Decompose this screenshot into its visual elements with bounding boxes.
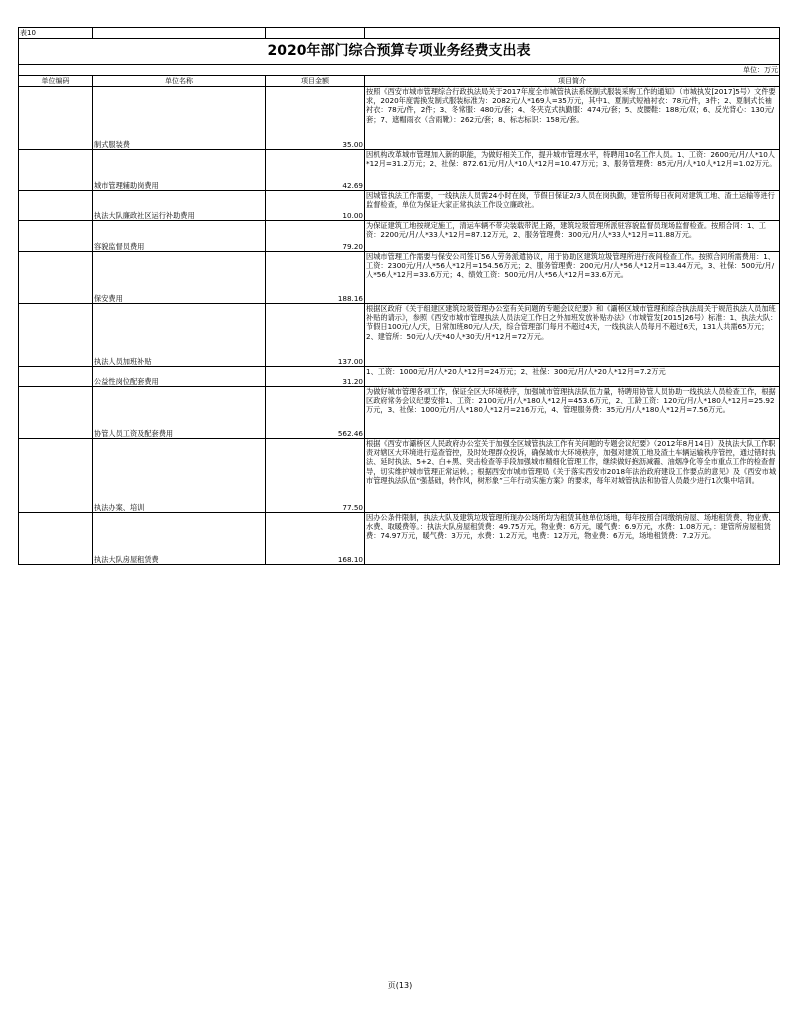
item-amount-cell: 562.46 — [266, 387, 365, 439]
item-desc-cell: 为保证建筑工地按规定施工，清运车辆不带尖装载带泥上路，建筑垃圾管理所派驻容貌监督员现场监督检查。按照合同：1、工资：2200元/月/人*33人*12月=87.12万元，2、服务管理费：300元/月/人*33人*12月=11.88万元。 — [365, 221, 780, 252]
item-name-cell: 公益性岗位配套费用 — [93, 367, 266, 387]
item-desc-cell: 根据区政府《关于组建区建筑垃圾管理办公室有关问题的专题会议纪要》和《灞桥区城市管理和综合执法局关于规范执法人员加班补贴的请示》，参照《西安市城市管理执法人员法定工作日之外加班发放补贴办法》（市城管发[2015]26号）标准：1、执法大队：节假日100元/人/天，日常加班80元/人/天，综合管理部门每月不超过4天，一线执法人员每月不超过6天，131人共需65万元；2、建管所：50元/人/天*40人*30天/月*12月=72万元。 — [365, 304, 780, 367]
unit-code-cell — [19, 87, 93, 150]
unit-code-cell — [19, 387, 93, 439]
item-desc-cell: 按照《西安市城市管理综合行政执法局关于2017年度全市城管执法系统制式服装采购工作的通知》（市城执发[2017]5号）文件要求，2020年度需换发制式服装标准为：2082元/人*169人=35万元，其中1、夏制式短袖衬衣：78元/件，3件；2、夏制式长袖衬衣：78元/件，2件；3、冬常服：480元/套；4、冬夹克式执勤服：474元/套；5、皮腰鞋：188元/双；6、反光背心：130元/套；7、遮帽雨衣（含雨靴）：262元/套；8、标志标识：158元/套。 — [365, 87, 780, 150]
expense-table — [18, 27, 780, 565]
budget-sheet — [18, 27, 779, 565]
unit-code-cell — [19, 304, 93, 367]
unit-code-cell — [19, 252, 93, 304]
sheet-label: 表10 — [19, 28, 93, 39]
item-name-cell: 协管人员工资及配套费用 — [93, 387, 266, 439]
item-amount-cell: 137.00 — [266, 304, 365, 367]
unit-code-cell — [19, 513, 93, 565]
table-row — [19, 439, 780, 513]
unit-code-cell — [19, 150, 93, 191]
item-amount-cell: 10.00 — [266, 191, 365, 221]
item-name-cell: 保安费用 — [93, 252, 266, 304]
item-amount-cell: 77.50 — [266, 439, 365, 513]
item-desc-cell: 根据《西安市灞桥区人民政府办公室关于加强全区城管执法工作有关问题的专题会议纪要》（2012年8月14日）及执法大队工作职责对辖区大环境进行巡查管控，及时处理群众投诉，确保城市大环境秩序，加强对建筑工地及渣土车辆运输秩序管控，通过错时执法、延时执法、5+2、白+黑、突击检查等手段加强城市精细化管理工作，继续做好抱沥减霾、油烟净化等全市重点工作的检查督导，切实维护城市管理正常运转。；根据西安市城市管理局《关于落实西安市2018年法治政府建设工作要点的意见》及《西安市城市管理执法队伍“强基础，转作风，树形象”三年行动实施方案》的要求，每年对城管执法和协管人员最少进行1次集中培训。 — [365, 439, 780, 513]
item-desc-cell: 因办公条件限制，执法大队及建筑垃圾管理所现办公场所均为租赁其他单位场地，每年按照合同缴纳房屋、场地租赁费、物业费、水费、取暖费等。：执法大队房屋租赁费：49.75万元，物业费：6万元，暖气费：6.9万元，水费：1.08万元，：建管所房屋租赁费：74.97万元，暖气费：3万元，水费：1.2万元，电费：12万元，物业费：6万元，场地租赁费：7.2万元。 — [365, 513, 780, 565]
unit-label: 单位：万元 — [19, 65, 780, 76]
table-row — [19, 304, 780, 367]
item-desc-cell: 因城管执法工作需要，一线执法人员需24小时在岗，节假日保证2/3人员在岗执勤，建管所每日夜间对建筑工地、渣土运输等进行监督检查，单位为保证大家正常执法工作设立廉政社。 — [365, 191, 780, 221]
item-amount-cell: 31.20 — [266, 367, 365, 387]
item-desc-cell: 1、工资：1000元/月/人*20人*12月=24万元；2、社保：300元/月/人*20人*12月=7.2万元 — [365, 367, 780, 387]
table-row — [19, 221, 780, 252]
unit-code-cell — [19, 191, 93, 221]
item-amount-cell: 188.16 — [266, 252, 365, 304]
table-row — [19, 252, 780, 304]
table-row — [19, 387, 780, 439]
item-name-cell: 城市管理辅助岗费用 — [93, 150, 266, 191]
table-row — [19, 367, 780, 387]
item-desc-cell: 为做好城市管理各项工作，保证全区大环境秩序，加强城市管理执法队伍力量，特聘用协管人员协助一线执法人员检查工作，根据区政府常务会议纪要安排1、工资：2100元/月/人*180人*12月=453.6万元，2、工龄工资：120元/月/人*180人*12月=25.92万元，3、社保：1000元/月/人*180人*12月=216万元，4、管理服务费：35元/月/人*180人*12月=7.56万元。 — [365, 387, 780, 439]
header-name: 单位名称 — [93, 76, 266, 87]
item-name-cell: 执法大队房屋租赁费 — [93, 513, 266, 565]
table-row — [19, 87, 780, 150]
table-row — [19, 513, 780, 565]
page-title: 2020年部门综合预算专项业务经费支出表 — [19, 39, 780, 65]
item-name-cell: 制式服装费 — [93, 87, 266, 150]
item-name-cell: 容貌监督员费用 — [93, 221, 266, 252]
unit-code-cell — [19, 439, 93, 513]
item-desc-cell: 因机构改革城市管理加入新的职能，为做好相关工作，提升城市管理水平，特聘用10名工作人员。1、工资：2600元/月/人*10人*12月=31.2万元；2、社保：872.61元/月/人*10人*12月=10.47万元；3、服务管理费：85元/月/人*10人*12月=1.02万元。 — [365, 150, 780, 191]
item-desc-cell: 因城市管理工作需要与保安公司签订56人劳务派遣协议，用于协助区建筑垃圾管理所进行夜间检查工作。按照合同所需费用：1、工资：2300元/月/人*56人*12月=154.56万元；2、服务管理费：200元/月/人*56人*12月=13.44万元，3、社保：500元/月/人*56人*12月=33.6万元；4、绩效工资：500元/月/人*56人*12月=33.6万元。 — [365, 252, 780, 304]
header-amount: 项目金额 — [266, 76, 365, 87]
table-row — [19, 150, 780, 191]
item-amount-cell: 35.00 — [266, 87, 365, 150]
unit-code-cell — [19, 221, 93, 252]
item-amount-cell: 168.10 — [266, 513, 365, 565]
item-amount-cell: 42.69 — [266, 150, 365, 191]
header-code: 单位编码 — [19, 76, 93, 87]
item-name-cell: 执法人员加班补贴 — [93, 304, 266, 367]
page-footer: 页(13) — [387, 981, 413, 990]
item-amount-cell: 79.20 — [266, 221, 365, 252]
table-row — [19, 191, 780, 221]
item-name-cell: 执法办案、培训 — [93, 439, 266, 513]
unit-code-cell — [19, 367, 93, 387]
header-desc: 项目简介 — [365, 76, 780, 87]
item-name-cell: 执法大队廉政社区运行补助费用 — [93, 191, 266, 221]
